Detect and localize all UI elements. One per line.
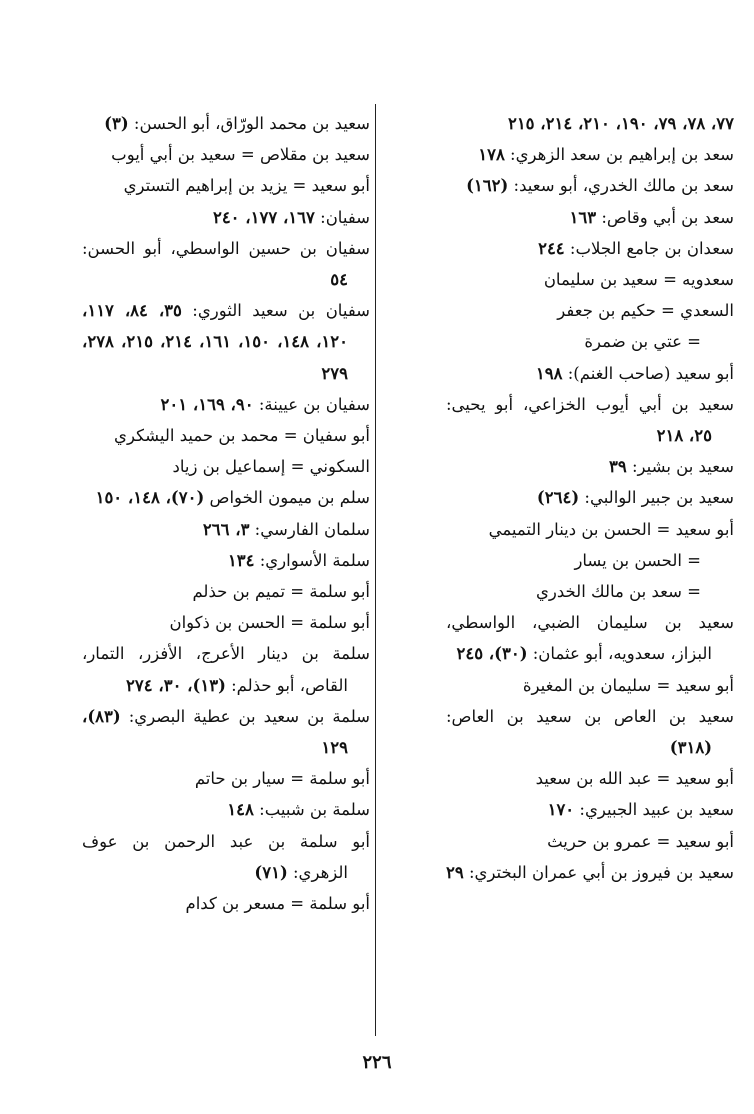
right-column [446, 108, 734, 888]
index-entry: أبو سعيد = الحسن بن دينار التميمي [488, 519, 734, 539]
index-entry: أبو سعيد = يزيد بن إبراهيم التستري [123, 176, 370, 196]
left-column [82, 108, 370, 919]
index-entry: سعد بن مالك الخدري، أبو سعيد: (١٦٢) [466, 176, 734, 196]
index-entry: سلمة بن شبيب: ١٤٨ [227, 800, 370, 820]
index-entry: سلمة بن دينار الأعرج، الأفزر، التمار، القاص، أبو حذلم: (١٣)، ٣٠، ٢٧٤ [82, 644, 370, 695]
index-entry: سفيان: ١٦٧، ١٧٧، ٢٤٠ [212, 207, 370, 227]
index-entry: سعيد بن مقلاص = سعيد بن أبي أيوب [111, 145, 370, 165]
index-entry: = الحسن بن يسار [574, 550, 701, 570]
index-entry: ٧٧، ٧٨، ٧٩، ١٩٠، ٢١٠، ٢١٤، ٢١٥ [507, 114, 734, 133]
index-entry: سلم بن ميمون الخواص (٧٠)، ١٤٨، ١٥٠ [95, 488, 370, 508]
index-entry: = عتي بن ضمرة [584, 332, 701, 352]
index-entry: سعيد بن محمد الورّاق، أبو الحسن: (٣) [104, 114, 370, 133]
index-entry: سعد بن أبي وقاص: ١٦٣ [569, 207, 734, 227]
index-entry: سفيان بن عيينة: ٩٠، ١٦٩، ٢٠١ [160, 394, 370, 414]
index-entry: أبو سلمة بن عبد الرحمن بن عوف الزهري: (٧١) [82, 831, 370, 882]
index-entry: سعيد بن بشير: ٣٩ [608, 457, 734, 477]
index-entry: سلمة بن سعيد بن عطية البصري: (٨٣)، ١٢٩ [82, 706, 370, 758]
index-entry: = سعد بن مالك الخدري [535, 582, 701, 602]
index-entry: أبو سفيان = محمد بن حميد اليشكري [114, 426, 370, 446]
index-entry: سعيد بن فيروز بن أبي عمران البختري: ٢٩ [445, 862, 734, 882]
index-entry: السكوني = إسماعيل بن زياد [172, 457, 370, 477]
index-entry: أبو سلمة = الحسن بن ذكوان [169, 613, 370, 633]
index-entry: أبو سعيد = عمرو بن حريث [547, 831, 734, 851]
index-entry: سعد بن إبراهيم بن سعد الزهري: ١٧٨ [478, 145, 734, 165]
index-entry: سعيد بن أبي أيوب الخزاعي، أبو يحيى: ٢٥، ٢١٨ [446, 394, 734, 446]
index-entry: سعدويه = سعيد بن سليمان [543, 270, 734, 290]
index-entry: سفيان بن سعيد الثوري: ٣٥، ٨٤، ١١٧، ١٢٠، ١٤٨، ١٥٠، ١٦١، ٢١٤، ٢١٥، ٢٧٨، ٢٧٩ [82, 301, 370, 383]
index-entry: سلمان الفارسي: ٣، ٢٦٦ [202, 519, 370, 539]
index-entry: سعيد بن جبير الوالبي: (٢٦٤) [536, 488, 734, 508]
index-entry: السعدي = حكيم بن جعفر [557, 301, 734, 321]
column-divider [375, 104, 376, 1036]
index-entry: أبو سلمة = مسعر بن كدام [185, 894, 370, 914]
index-entry: سلمة الأسواري: ١٣٤ [227, 550, 370, 570]
index-entry: أبو سعيد = سليمان بن المغيرة [522, 675, 734, 695]
index-entry: سفيان بن حسين الواسطي، أبو الحسن: ٥٤ [82, 238, 370, 290]
index-entry: سعدان بن جامع الجلاب: ٢٤٤ [538, 238, 734, 258]
index-entry: أبو سلمة = تميم بن حذلم [192, 582, 370, 602]
index-entry: سعيد بن سليمان الضبي، الواسطي، البزاز، سعدويه، أبو عثمان: (٣٠)، ٢٤٥ [446, 613, 734, 664]
index-entry: أبو سعيد = عبد الله بن سعيد [535, 769, 734, 789]
index-entry: أبو سعيد (صاحب الغنم): ١٩٨ [535, 363, 734, 383]
page-number: ٢٢٦ [362, 1052, 392, 1073]
index-entry: سعيد بن عبيد الجبيري: ١٧٠ [547, 800, 734, 820]
index-entry: أبو سلمة = سيار بن حاتم [194, 769, 370, 789]
index-entry: سعيد بن العاص بن سعيد بن العاص: (٣١٨) [446, 706, 734, 758]
